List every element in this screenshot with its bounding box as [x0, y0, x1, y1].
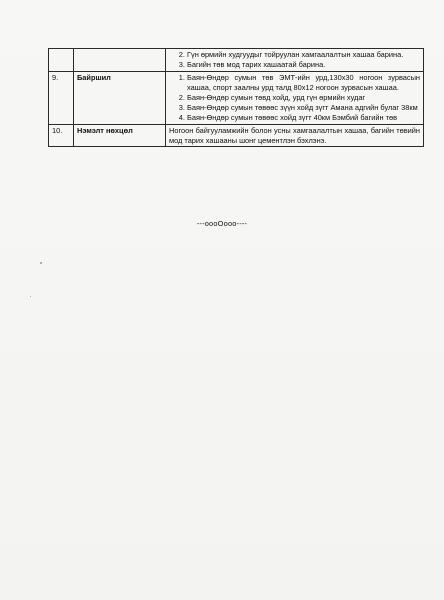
row-label: Байршил — [74, 72, 166, 125]
row-number: 9. — [49, 72, 74, 125]
row-content — [166, 72, 424, 125]
table-row — [49, 49, 424, 72]
row-label: Нэмэлт нөхцөл — [74, 125, 166, 146]
list-item: 2. Гүн өрмийн худгуудыг тойруулан хамгаалалтын хашаа барина. — [187, 50, 420, 59]
list-item: 4. Баян-Өндөр сумын төвөөс хойд зүгт 40км Бэмбий багийн төв — [187, 113, 420, 122]
list-item: 1. Баян-Өндөр сумын төв ЭМТ-ийн урд,130х30 ногоон зурвасын хашаа, спорт заалны урд талд 80х12 ногоон зурвасын хашаа. — [187, 73, 420, 91]
scan-speck — [40, 262, 42, 264]
row-number — [49, 49, 74, 72]
end-of-document-mark: ---oooOooo---- — [196, 219, 248, 228]
row-content: Ногоон байгууламжийн болон усны хамгаалалтын хашаа, багийн төвийн мод тарих хашааны шонг цементлэн бэхлэнэ. — [166, 125, 424, 146]
row-number: 10. — [49, 125, 74, 146]
list-item: 2. Баян-Өндөр сумын төвд хойд, урд гүн өрмийн худаг — [187, 93, 420, 102]
list-item: 3. Багийн төв мод тарих хашаатай барина. — [187, 60, 420, 69]
table-row — [49, 125, 424, 146]
row-label — [74, 49, 166, 72]
numbered-list — [169, 73, 420, 122]
table-row — [49, 72, 424, 125]
numbered-list — [169, 50, 420, 69]
scan-speck — [30, 296, 31, 297]
row-content — [166, 49, 424, 72]
list-item: 3. Баян-Өндөр сумын төвөөс зүүн хойд зүгт Амана адгийн булаг 38км — [187, 103, 420, 112]
requirements-table — [48, 48, 424, 147]
